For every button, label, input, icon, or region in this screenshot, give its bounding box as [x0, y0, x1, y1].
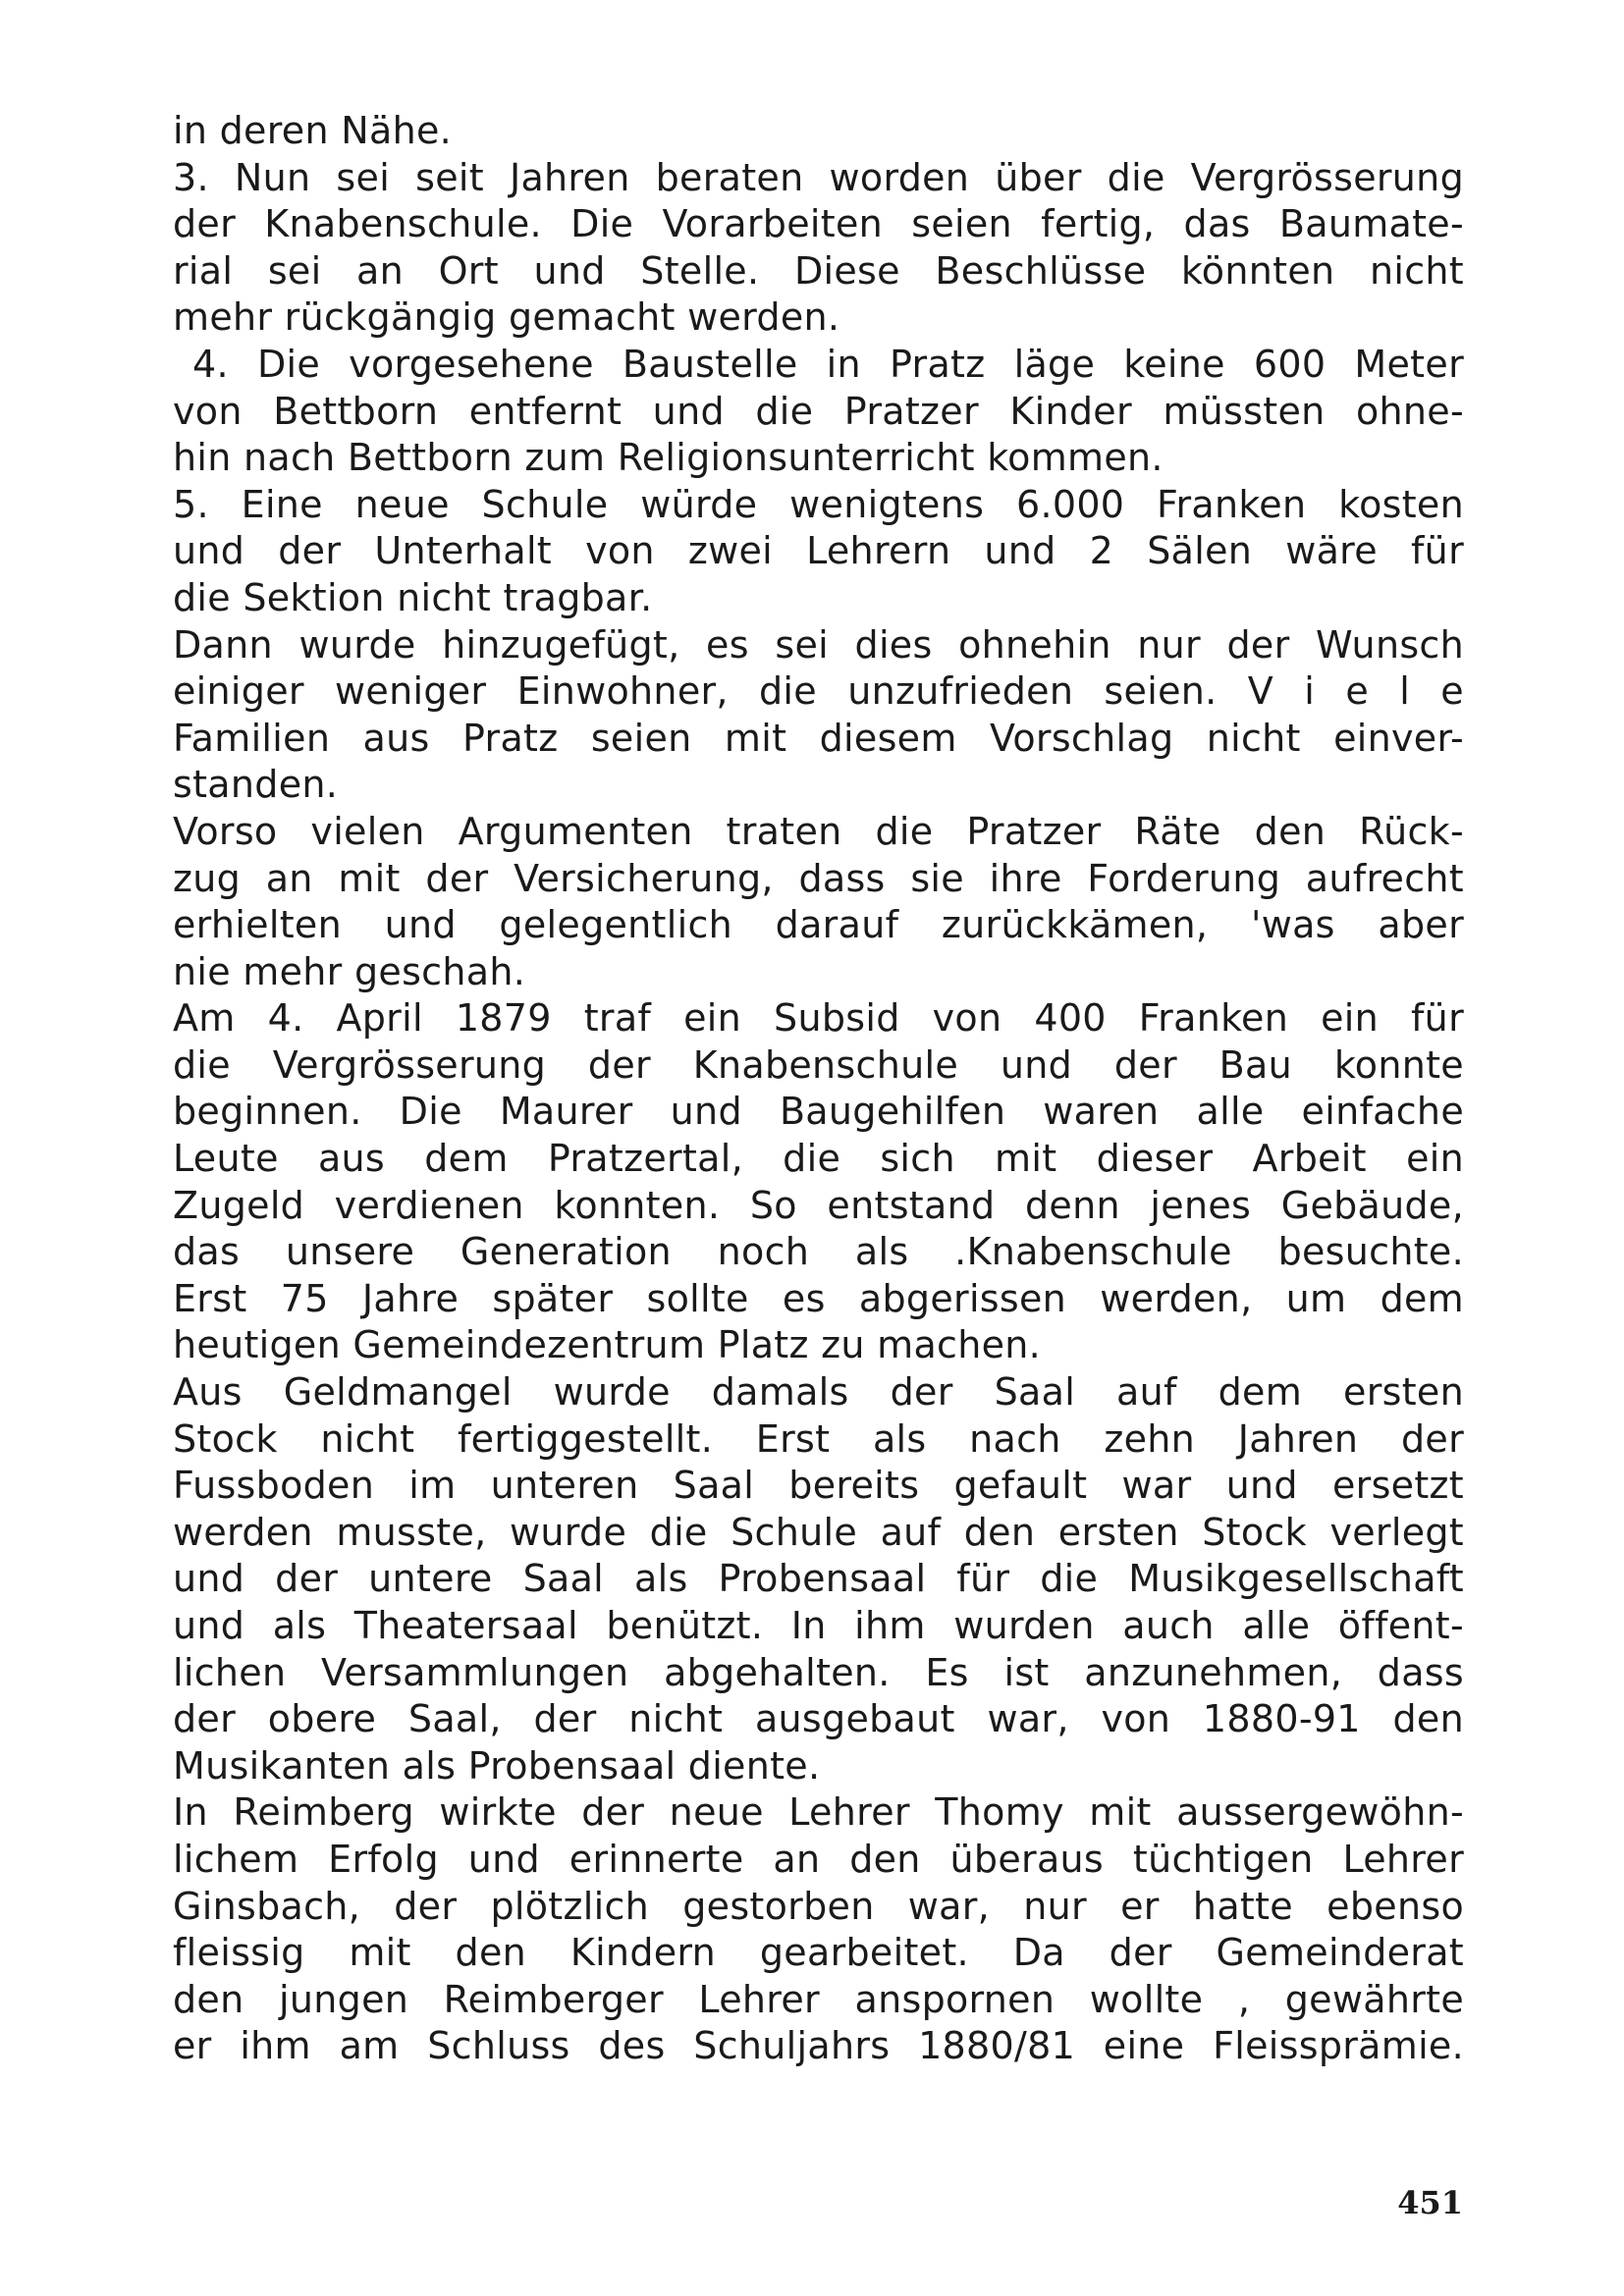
text-line: beginnen. Die Maurer und Baugehilfen waren alle einfache	[173, 1090, 1464, 1134]
text-line: Aus Geldmangel wurde damals der Saal auf dem ersten	[173, 1370, 1464, 1415]
text-line: werden musste, wurde die Schule auf den ersten Stock verlegt	[173, 1510, 1464, 1554]
text-line: und der Unterhalt von zwei Lehrern und 2 Sälen wäre für	[173, 529, 1464, 573]
text-line: heutigen Gemeindezentrum Platz zu machen.	[173, 1323, 1042, 1367]
text-line: der Knabenschule. Die Vorarbeiten seien fertig, das Baumate-	[173, 202, 1464, 246]
text-line: den jungen Reimberger Lehrer anspornen wollte , gewährte	[173, 1977, 1464, 2021]
text-line: er ihm am Schluss des Schuljahrs 1880/81 eine Fleissprämie.	[173, 2024, 1464, 2068]
text-line: 5. Eine neue Schule würde wenigtens 6.000 Franken kosten	[173, 482, 1464, 526]
text-line: rial sei an Ort und Stelle. Diese Beschlüsse könnten nicht	[173, 248, 1464, 293]
text-line: einiger weniger Einwohner, die unzufrieden seien. V i e l e	[173, 669, 1464, 714]
text-line: mehr rückgängig gemacht werden.	[173, 295, 840, 340]
text-line: Erst 75 Jahre später sollte es abgerissen werden, um dem	[173, 1276, 1464, 1320]
text-line: und als Theatersaal benützt. In ihm wurden auch alle öffent-	[173, 1604, 1464, 1647]
text-line: Leute aus dem Pratzertal, die sich mit dieser Arbeit ein	[173, 1137, 1464, 1181]
text-line: 4. Die vorgesehene Baustelle in Pratz läge keine 600 Meter	[192, 342, 1464, 386]
text-line: lichem Erfolg und erinnerte an den überaus tüchtigen Lehrer	[173, 1837, 1464, 1881]
text-line: hin nach Bettborn zum Religionsunterricht kommen.	[173, 436, 1164, 480]
text-line: die Vergrösserung der Knabenschule und der Bau konnte	[173, 1042, 1464, 1087]
text-line: Zugeld verdienen konnten. So entstand denn jenes Gebäude,	[173, 1183, 1464, 1227]
text-line: fleissig mit den Kindern gearbeitet. Da der Gemeinderat	[173, 1931, 1464, 1975]
text-line: Dann wurde hinzugefügt, es sei dies ohnehin nur der Wunsch	[173, 622, 1464, 667]
text-line: Fussboden im unteren Saal bereits gefault war und ersetzt	[173, 1464, 1464, 1508]
text-line: standen.	[173, 763, 339, 807]
text-line: Am 4. April 1879 traf ein Subsid von 400 Franken ein für	[173, 996, 1464, 1041]
text-line: 3. Nun sei seit Jahren beraten worden über die Vergrösserung	[173, 155, 1464, 199]
text-line: Familien aus Pratz seien mit diesem Vorschlag nicht einver-	[173, 716, 1464, 760]
text-line: und der untere Saal als Probensaal für die Musikgesellschaft	[173, 1557, 1464, 1601]
text-line: der obere Saal, der nicht ausgebaut war, von 1880-91 den	[173, 1697, 1464, 1741]
text-line: zug an mit der Versicherung, dass sie ihre Forderung aufrecht	[173, 856, 1464, 900]
text-line: von Bettborn entfernt und die Pratzer Kinder müssten ohne-	[173, 389, 1464, 433]
text-line: lichen Versammlungen abgehalten. Es ist anzunehmen, dass	[173, 1650, 1464, 1694]
text-line: Musikanten als Probensaal diente.	[173, 1743, 821, 1788]
text-line: In Reimberg wirkte der neue Lehrer Thomy mit aussergewöhn-	[173, 1790, 1464, 1835]
text-line: erhielten und gelegentlich darauf zurückkämen, 'was aber	[173, 903, 1464, 947]
text-line: die Sektion nicht tragbar.	[173, 575, 653, 619]
body-text	[173, 108, 1464, 2070]
text-line: Ginsbach, der plötzlich gestorben war, nur er hatte ebenso	[173, 1884, 1464, 1928]
text-line: Stock nicht fertiggestellt. Erst als nach zehn Jahren der	[173, 1416, 1464, 1461]
page-number: 451	[1397, 2184, 1463, 2221]
text-line: nie mehr geschah.	[173, 949, 526, 993]
text-line: Vorso vielen Argumenten traten die Pratzer Räte den Rück-	[173, 809, 1464, 853]
text-line: in deren Nähe.	[173, 109, 453, 152]
text-line: das unsere Generation noch als .Knabenschule besuchte.	[173, 1230, 1464, 1274]
